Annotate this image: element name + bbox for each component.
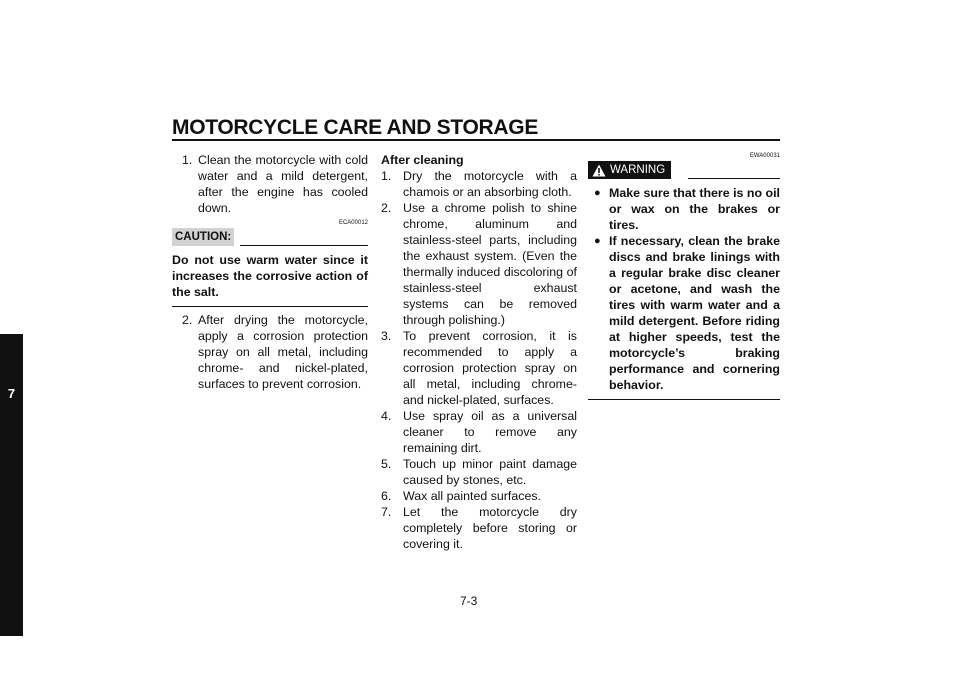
warning-triangle-icon xyxy=(592,164,606,177)
warning-code: EWA00031 xyxy=(749,153,780,159)
step-number: 2. xyxy=(381,201,392,215)
step-text: Use spray oil as a universal cleaner to remove any remaining dirt. xyxy=(403,409,577,455)
step-number: 2. xyxy=(182,313,193,327)
step-item xyxy=(172,152,368,216)
caution-text: Do not use warm water since it increases the corrosive action of the salt. xyxy=(172,253,368,299)
step-item xyxy=(381,168,577,200)
step-text: Dry the motorcycle with a chamois or an absorbing cloth. xyxy=(403,169,577,199)
step-item xyxy=(381,456,577,488)
step-number: 1. xyxy=(182,153,193,167)
step-item xyxy=(381,504,577,552)
step-number: 3. xyxy=(381,329,392,343)
step-number: 1. xyxy=(381,169,392,183)
warning-rule xyxy=(688,178,780,179)
step-text: Wax all painted surfaces. xyxy=(403,489,541,503)
caution-end-rule xyxy=(172,306,368,307)
caution-header xyxy=(172,228,368,246)
step-text: Use a chrome polish to shine chrome, aluminum and stainless-steel parts, including the exhaust system. (Even the thermally induced discoloring of stainless-steel exhaust systems can be removed through polishing.) xyxy=(403,201,577,327)
warning-bullet-text: Make sure that there is no oil or wax on the brakes or tires. xyxy=(609,186,780,232)
step-item xyxy=(381,200,577,328)
page-title: MOTORCYCLE CARE AND STORAGE xyxy=(172,116,539,139)
step-item xyxy=(381,488,577,504)
step-item xyxy=(381,408,577,456)
step-text: After drying the motorcycle, apply a corrosion protection spray on all metal, including chrome- and nickel-plated, surfaces to prevent corrosion. xyxy=(198,313,368,391)
warning-bullet xyxy=(588,233,780,393)
step-text: Clean the motorcycle with cold water and a mild detergent, after the engine has cooled down. xyxy=(198,153,368,215)
bullet-dot-icon: ● xyxy=(594,187,601,199)
step-number: 5. xyxy=(381,457,392,471)
chapter-number: 7 xyxy=(7,386,16,401)
caution-rule xyxy=(240,245,368,246)
column-3 xyxy=(588,152,780,405)
step-number: 6. xyxy=(381,489,392,503)
step-text: Let the motorcycle dry completely before storing or covering it. xyxy=(403,505,577,551)
caution-code: ECA00012 xyxy=(338,220,368,226)
column-1 xyxy=(172,152,368,392)
caution-label: CAUTION: xyxy=(172,228,234,246)
step-text: Touch up minor paint damage caused by stones, etc. xyxy=(403,457,577,487)
warning-label: WARNING xyxy=(610,164,666,176)
warning-bullet-text: If necessary, clean the brake discs and brake linings with a regular brake disc cleaner or acetone, and wash the tires with warm water and a mild detergent. Before riding at higher speeds, test the motorcycle’s braking performance and cornering behavior. xyxy=(609,234,780,392)
chapter-tab xyxy=(0,334,23,636)
step-number: 7. xyxy=(381,505,392,519)
warning-badge xyxy=(588,161,671,179)
page-number: 7-3 xyxy=(460,594,478,608)
column-2 xyxy=(381,152,577,552)
warning-bullet xyxy=(588,185,780,233)
section-heading: After cleaning xyxy=(381,153,464,167)
step-item xyxy=(381,328,577,408)
warning-end-rule xyxy=(588,399,780,400)
step-number: 4. xyxy=(381,409,392,423)
step-text: To prevent corrosion, it is recommended to apply a corrosion protection spray on all metal, including chrome- and nickel-plated, surfaces. xyxy=(403,329,577,407)
step-item xyxy=(172,312,368,392)
warning-header xyxy=(588,161,780,179)
bullet-dot-icon: ● xyxy=(594,235,601,247)
header-rule xyxy=(172,139,780,141)
